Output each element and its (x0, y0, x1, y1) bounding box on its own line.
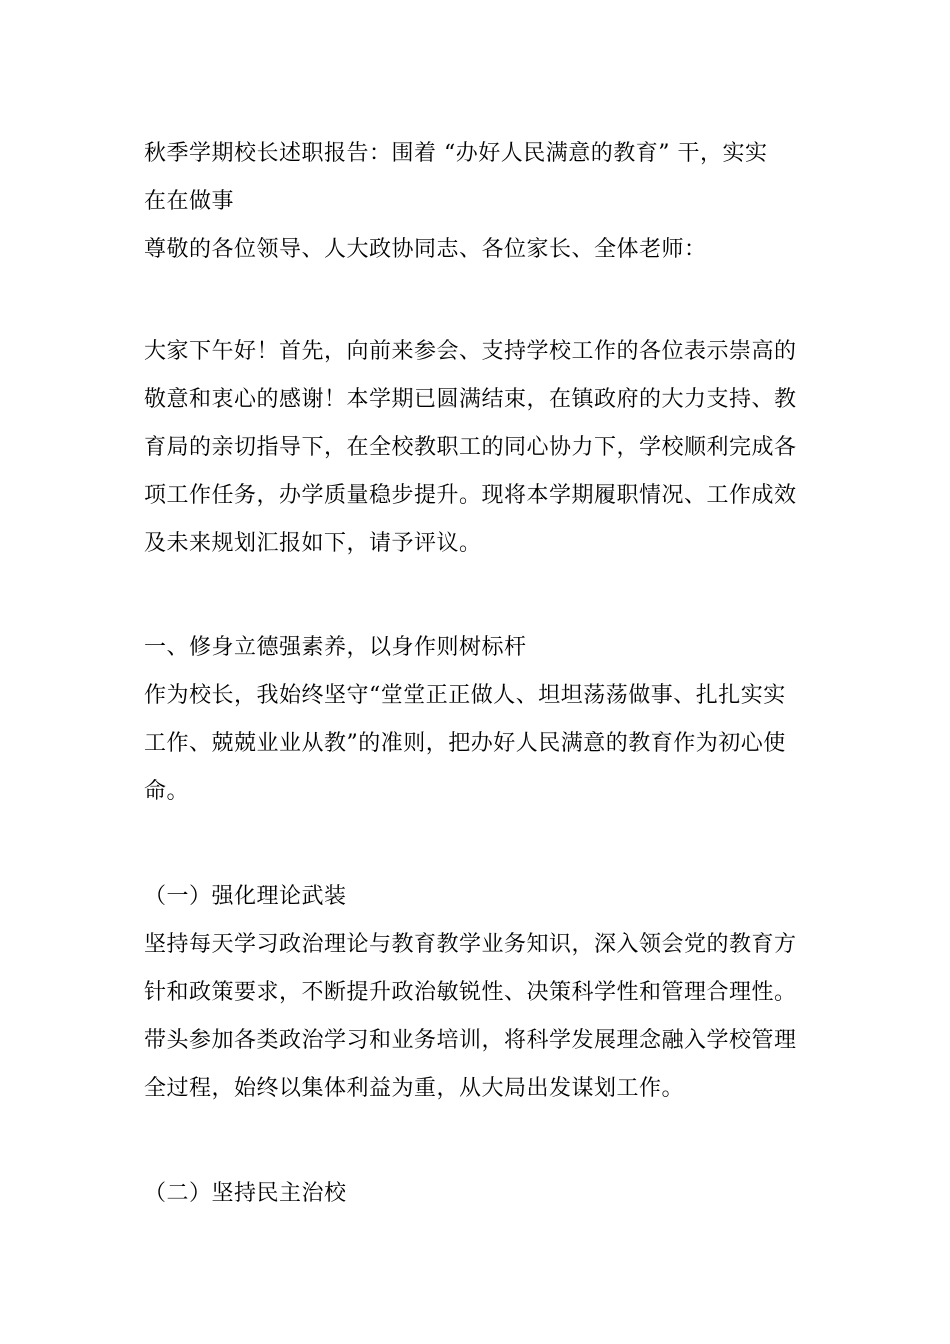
subsection-heading: （一）强化理论武装 (144, 884, 347, 909)
title-line: 在在做事 (144, 189, 235, 214)
paragraph-line: 作为校长，我始终坚守“堂堂正正做人、坦坦荡荡做事、扎扎实实 (144, 683, 786, 708)
paragraph-line: 项工作任务，办学质量稳步提升。现将本学期履职情况、工作成效 (144, 483, 797, 508)
title-line: 秋季学期校长述职报告：围着 “办好人民满意的教育” 干，实实 (144, 141, 768, 166)
paragraph-line: 大家下午好！首先，向前来参会、支持学校工作的各位表示崇高的 (144, 339, 797, 364)
subsection-heading: （二）坚持民主治校 (144, 1181, 347, 1206)
section-heading: 一、修身立德强素养，以身作则树标杆 (144, 635, 527, 660)
paragraph-line: 工作、兢兢业业从教”的准则，把办好人民满意的教育作为初心使 (144, 731, 786, 756)
paragraph-line: 坚持每天学习政治理论与教育教学业务知识，深入领会党的教育方 (144, 932, 797, 957)
paragraph-line: 带头参加各类政治学习和业务培训，将科学发展理念融入学校管理 (144, 1028, 797, 1053)
salutation (144, 226, 809, 274)
paragraph-line: 敬意和衷心的感谢！本学期已圆满结束，在镇政府的大力支持、教 (144, 387, 797, 412)
paragraph-line: 命。 (144, 779, 190, 804)
subsection-2 (144, 1170, 809, 1218)
section-1 (144, 624, 809, 816)
paragraph-line: 针和政策要求，不断提升政治敏锐性、决策科学性和管理合理性。 (144, 980, 797, 1005)
salutation-text: 尊敬的各位领导、人大政协同志、各位家长、全体老师： (144, 237, 707, 262)
paragraph-line: 育局的亲切指导下，在全校教职工的同心协力下，学校顺利完成各 (144, 435, 797, 460)
paragraph-line: 全过程，始终以集体利益为重，从大局出发谋划工作。 (144, 1076, 685, 1101)
paragraph-line: 及未来规划汇报如下，请予评议。 (144, 531, 482, 556)
document-title (144, 130, 809, 226)
intro-paragraph (144, 328, 809, 568)
subsection-1 (144, 873, 809, 1113)
